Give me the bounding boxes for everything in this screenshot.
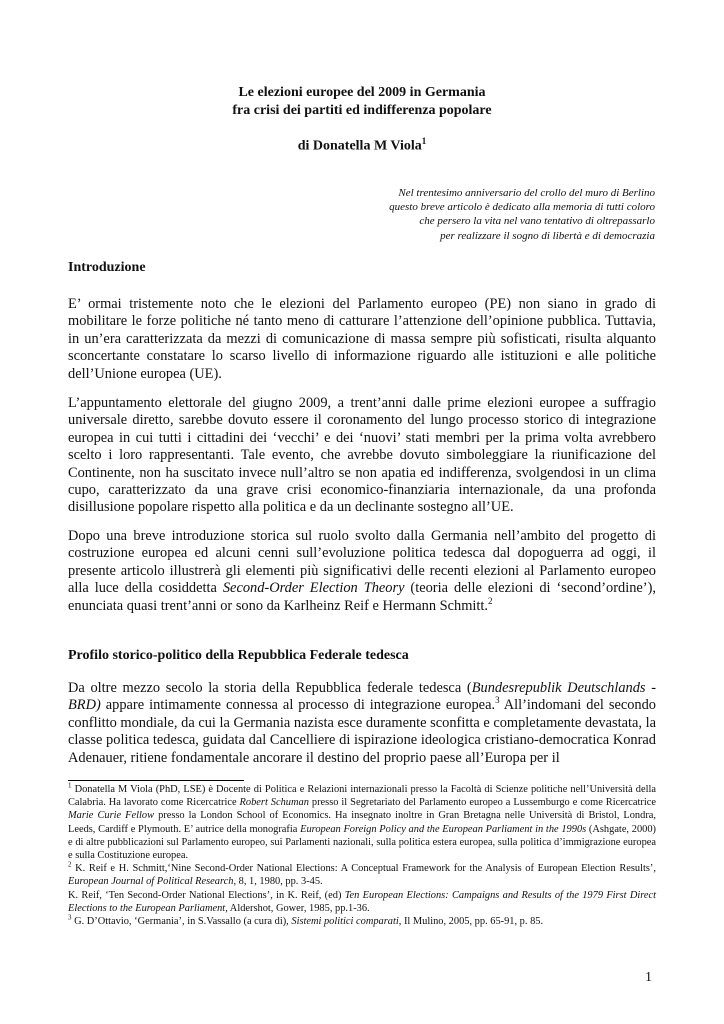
dedication-line-4: per realizzare il sogno di libertà e di democrazia: [440, 229, 655, 242]
dedication: [235, 186, 655, 243]
footnote-separator: [68, 780, 244, 781]
footnote-3-text-b: , Il Mulino, 2005, pp. 65-91, p. 85.: [398, 916, 544, 928]
paragraph-1: E’ ormai tristemente noto che le elezioni del Parlamento europeo (PE) non siano in grado di mobilitare le forze politiche né tanto meno di catturare l’attenzione dell’opinione pubblica. Tuttavia, in un’era caratterizzata da mezzi di comunicazione di massa sempre più sofisticati, risulta alquanto sconcertante constatare lo scarso livello di informazione riguardo alle istituzioni e alle politiche dell’Unione europea (UE).: [68, 296, 656, 382]
paragraph-3-text-b: (teoria delle elezioni di ‘second’ordine’), enunciata quasi trent’anni or sono da Karlheinz Reif e Hermann Schmitt.: [68, 580, 656, 614]
footnote-ref-3[interactable]: 3: [495, 695, 500, 706]
paragraph-4-text-c: All’indomani del secondo conflitto mondiale, da cui la Germania nazista esce duramente sconfitta e completamente devastata, la classe politica tedesca, guidata dal Cancelliere di ispirazione ideologica cristiano-democratica Konrad Adenauer, ritiene fondamentale ancorare il destino del proprio paese all’Europa per il: [68, 697, 656, 766]
footnote-3-italic: Sistemi politici comparati: [291, 916, 399, 928]
footnote-1-italic-2: Marie Curie Fellow: [68, 810, 155, 822]
footnote-2: [68, 862, 656, 888]
footnote-2-italic: European Journal of Political Research: [68, 876, 234, 888]
paragraph-2: L’appuntamento elettorale del giugno 2009, a trent’anni dalle prime elezioni europee a suffragio universale diretto, sarebbe dovuto essere il coronamento del lungo processo storico di integrazione europea in cui tutti i cittadini dei ‘vecchi’ e dei ‘nuovi’ stati membri per la prima volta avrebbero scelto i loro rappresentanti. Tale evento, che avrebbe dovuto simboleggiare la riunificazione del Continente, non ha suscitato invece null’altro se non apatia ed indifferenza, svolgendosi in un clima cupo, caratterizzato da una grave crisi economico-finanziaria internazionale, da una profonda disillusione popolare rispetto alla politica e da un declinante sostegno all’UE.: [68, 395, 656, 516]
paragraph-3-italic: Second-Order Election Theory: [222, 580, 405, 597]
footnote-1-italic-3: European Foreign Policy and the European Parliament in the 1990s: [300, 823, 587, 835]
footnote-ref-1[interactable]: 1: [421, 136, 427, 146]
dedication-line-3: che persero la vita nel vano tentativo di oltrepassarlo: [419, 215, 655, 228]
section-heading-introduction: Introduzione: [68, 260, 146, 275]
footnote-1-text-d: (Ashgate, 2000) e di altre pubblicazioni sul Parlamento europeo, sui Parlamenti nazionali, sulla politica estera europea, sulla politica d’immigrazione europea e sulla Costituzione europea.: [68, 823, 657, 862]
dedication-line-1: Nel trentesimo anniversario del crollo del muro di Berlino: [398, 187, 655, 199]
footnote-2-number: 2: [68, 860, 72, 869]
footnote-2-text-a: K. Reif e H. Schmitt,‘Nine Second-Order National Elections: A Conceptual Framework for the Analysis of European Election Results’,: [71, 863, 656, 875]
footnote-3-number: 3: [68, 913, 72, 922]
footnote-1-text-c: presso la London School of Economics. Ha insegnato inoltre in Gran Bretagna nelle Università di Bristol, Londra, Leeds, Cardiff e Plymouth. E’ autrice della monografia: [68, 810, 656, 835]
author-name: di Donatella M Viola: [297, 138, 422, 154]
footnote-1-number: 1: [68, 781, 72, 790]
page-number: 1: [645, 970, 652, 985]
footnote-1-text-b: presso il Segretariato del Parlamento europeo a Lussemburgo e come Ricercatrice: [308, 797, 656, 809]
footnote-1: [68, 783, 656, 862]
footnote-ref-2[interactable]: 2: [488, 595, 493, 606]
paragraph-4-italic: Bundesrepublik Deutschlands - BRD): [68, 680, 657, 714]
paragraph-3: [68, 528, 656, 615]
footnotes: [68, 783, 656, 928]
footnote-2-continued: [68, 889, 656, 915]
footnote-3-text-a: G. D’Ottavio, ‘Germania’, in S.Vassallo (a cura di),: [71, 916, 292, 928]
paragraph-4: [68, 680, 656, 767]
footnote-2b-text-a: K. Reif, ‘Ten Second-Order National Elections’, in K. Reif, (ed): [68, 889, 345, 901]
section-heading-profilo: Profilo storico-politico della Repubblica Federale tedesca: [68, 648, 409, 663]
footnote-1-italic-1: Robert Schuman: [239, 797, 309, 809]
footnote-2-text-b: , 8, 1, 1980, pp. 3-45.: [233, 876, 323, 888]
paragraph-4-text-a: Da oltre mezzo secolo la storia della Repubblica federale tedesca (: [68, 680, 472, 696]
title-line-2: fra crisi dei partiti ed indifferenza popolare: [232, 103, 492, 118]
footnote-2b-italic: Ten European Elections: Campaigns and Results of the 1979 First Direct Elections to the European Parliament: [68, 889, 656, 914]
paragraph-3-text-a: Dopo una breve introduzione storica sul ruolo svolto dalla Germania nell’ambito del progetto di costruzione europea ed alcuni cenni sull’evoluzione politica tedesca dal dopoguerra ad oggi, il presente articolo illustrerà gli elementi più significativi delle recenti elezioni al Parlamento europeo alla luce della cosiddetta: [68, 528, 656, 597]
paragraph-4-text-b: appare intimamente connessa al processo di integrazione europea.: [100, 697, 496, 714]
footnote-3: [68, 915, 656, 928]
footnote-2b-text-b: , Aldershot, Gower, 1985, pp.1-36.: [225, 902, 370, 914]
author-line: [0, 136, 724, 155]
title-line-1: Le elezioni europee del 2009 in Germania: [238, 85, 486, 100]
footnote-1-text-a: Donatella M Viola (PhD, LSE) è Docente di Politica e Relazioni internazionali presso la Facoltà di Scienze politiche nell’Università della Calabria. Ha lavorato come Ricercatrice: [68, 784, 656, 809]
dedication-line-2: questo breve articolo è dedicato alla memoria di tutti coloro: [389, 201, 655, 214]
